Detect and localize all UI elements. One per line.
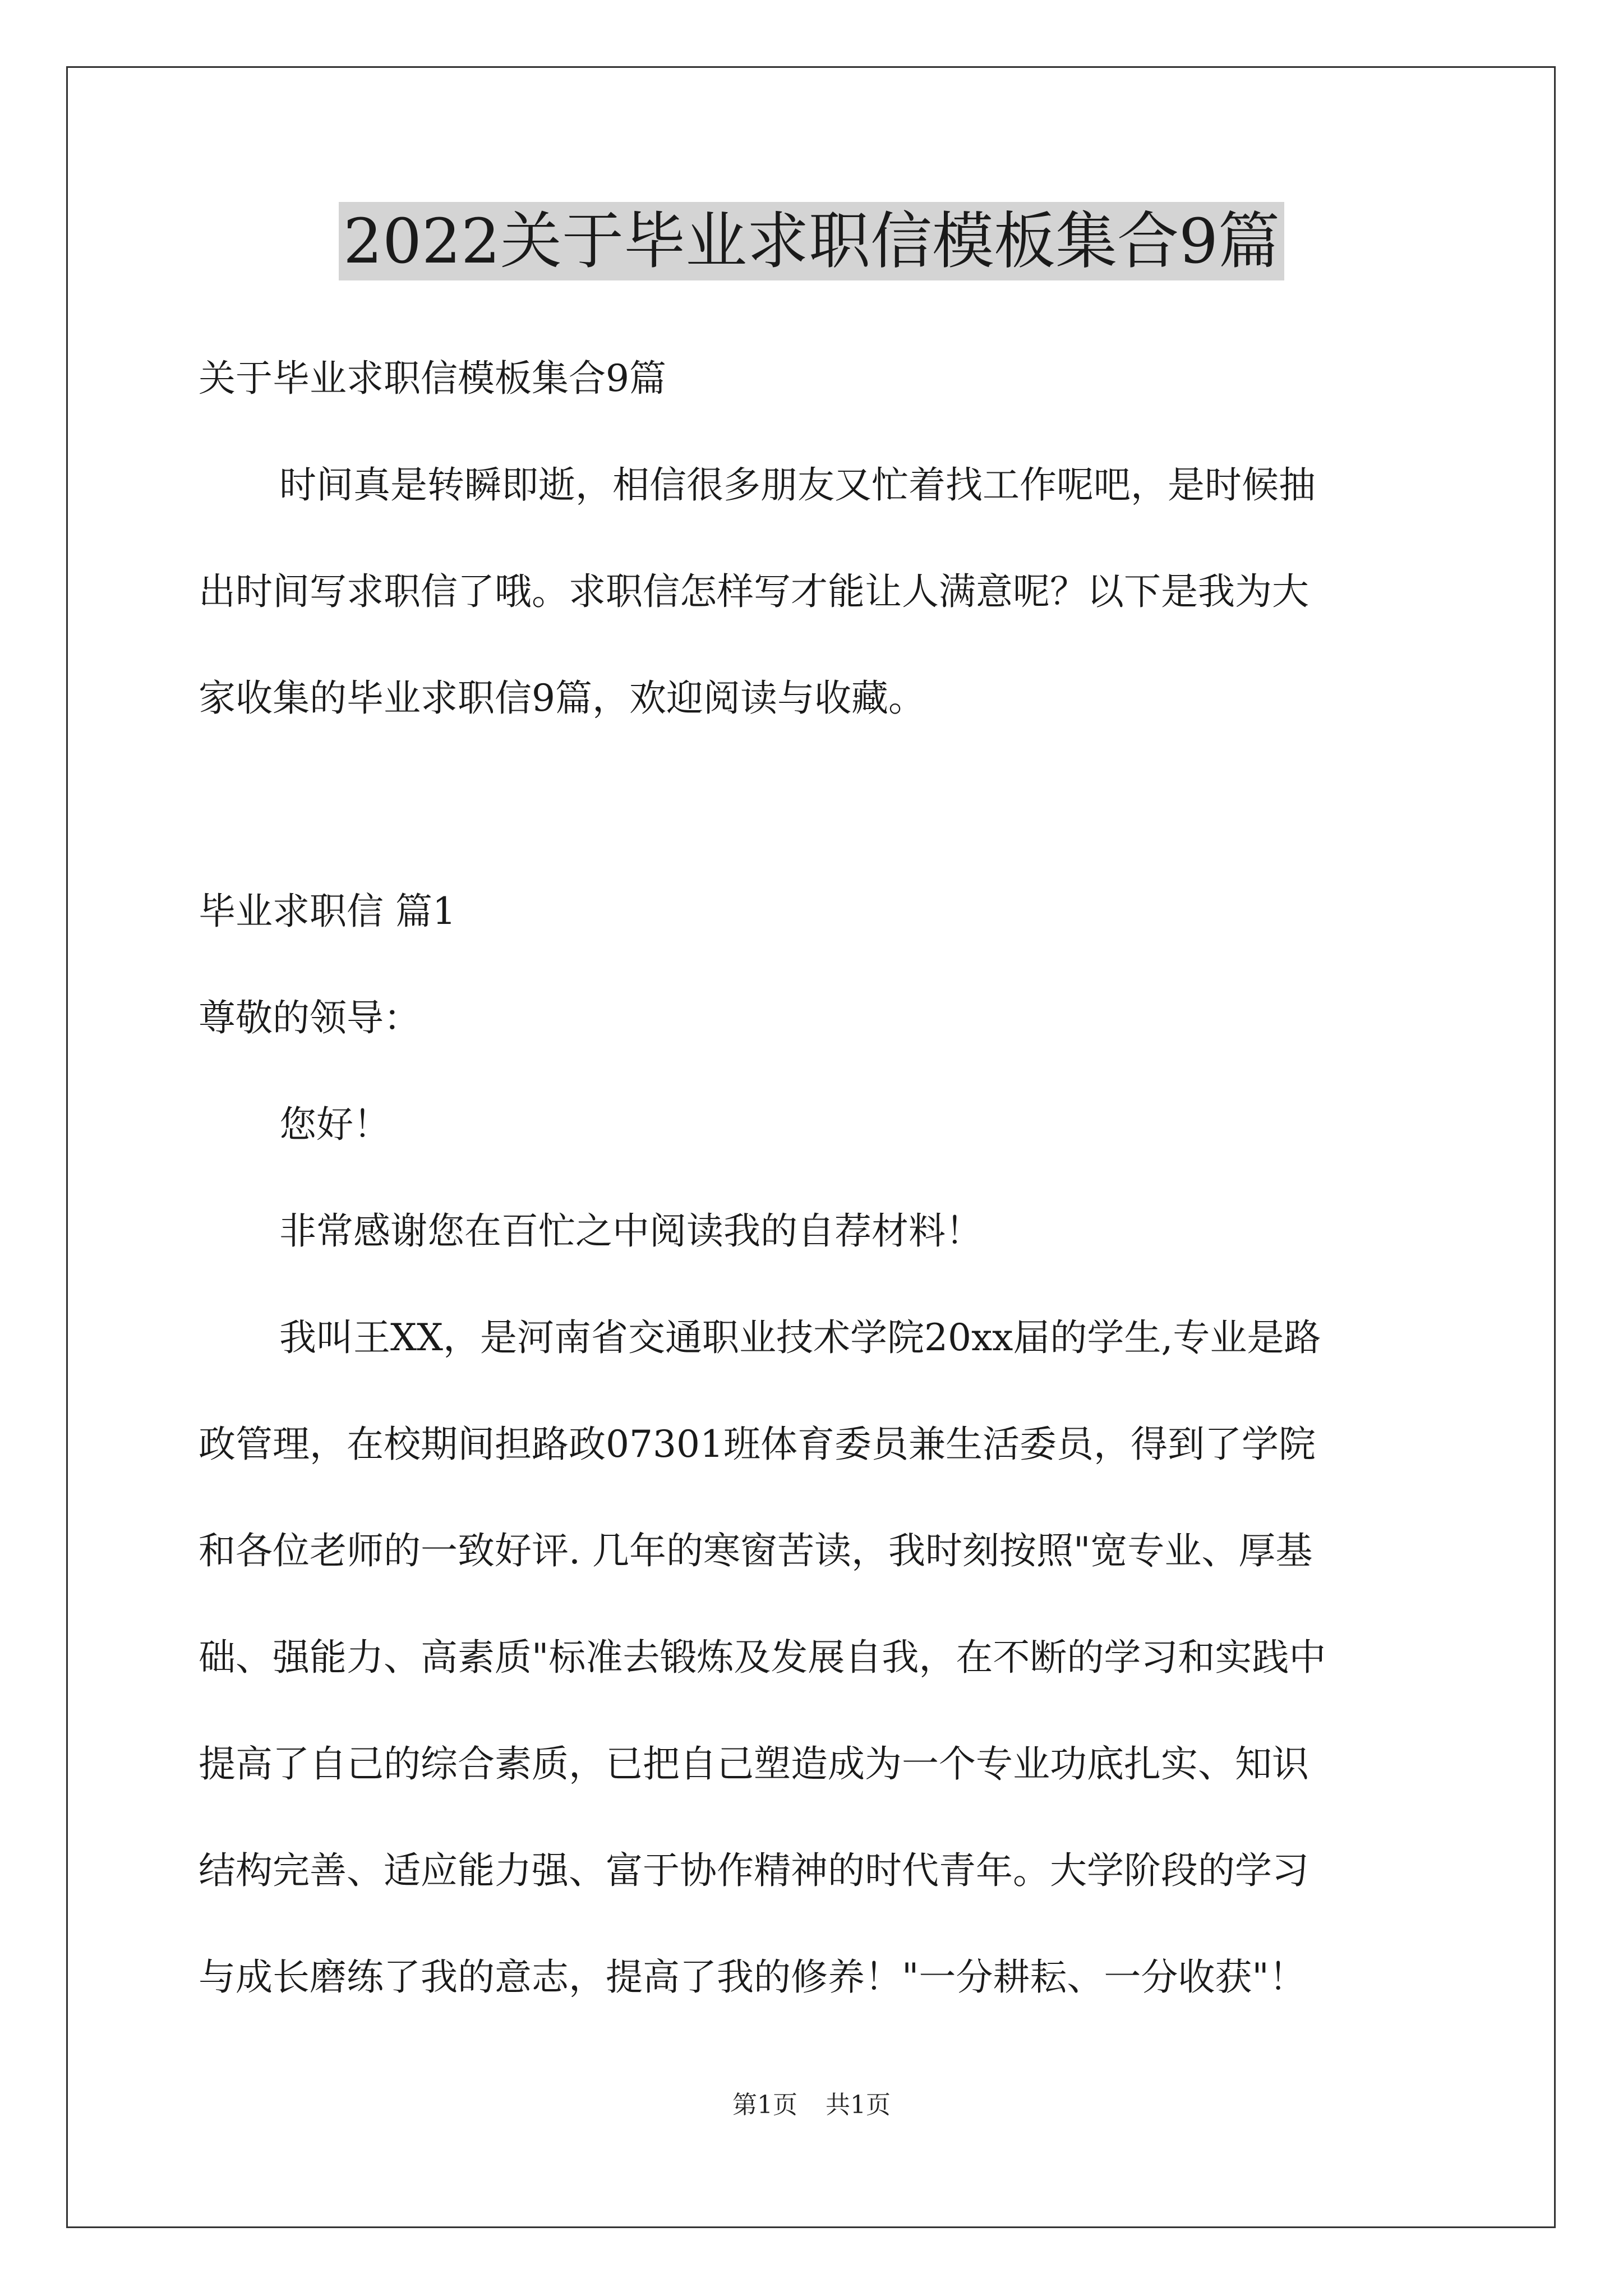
body-line: 提高了自己的综合素质，已把自己塑造成为一个专业功底扎实、知识 [199,1742,1309,1786]
subtitle: 关于毕业求职信模板集合9篇 [199,357,666,400]
salutation: 尊敬的领导： [199,996,421,1039]
body-line: 政管理，在校期间担路政07301班体育委员兼生活委员，得到了学院 [199,1423,1316,1466]
body-line: 与成长磨练了我的意志，提高了我的修养！"一分耕耘、一分收获"！ [199,1955,1306,1999]
body-line: 结构完善、适应能力强、富于协作精神的时代青年。大学阶段的学习 [199,1849,1309,1892]
section-heading: 毕业求职信 篇1 [199,890,456,933]
intro-line: 时间真是转瞬即逝，相信很多朋友又忙着找工作呢吧，是时候抽 [279,463,1316,507]
body-line: 础、强能力、高素质"标准去锻炼及发展自我，在不断的学习和实践中 [199,1636,1326,1679]
title-container [0,202,1623,280]
body-line: 我叫王XX，是河南省交通职业技术学院20xx届的学生,专业是路 [279,1316,1321,1359]
page-footer [0,2088,1623,2122]
thanks-line: 非常感谢您在百忙之中阅读我的自荐材料！ [279,1209,983,1253]
intro-line: 家收集的毕业求职信9篇，欢迎阅读与收藏。 [199,677,925,720]
page-number: 第1页 [732,2091,797,2119]
greeting: 您好！ [279,1103,390,1146]
page-total: 共1页 [826,2091,891,2119]
body-line: 和各位老师的一致好评. 几年的寒窗苦读，我时刻按照"宽专业、厚基 [199,1529,1313,1572]
document-title: 2022关于毕业求职信模板集合9篇 [339,202,1284,280]
intro-line: 出时间写求职信了哦。求职信怎样写才能让人满意呢？以下是我为大 [199,570,1309,613]
